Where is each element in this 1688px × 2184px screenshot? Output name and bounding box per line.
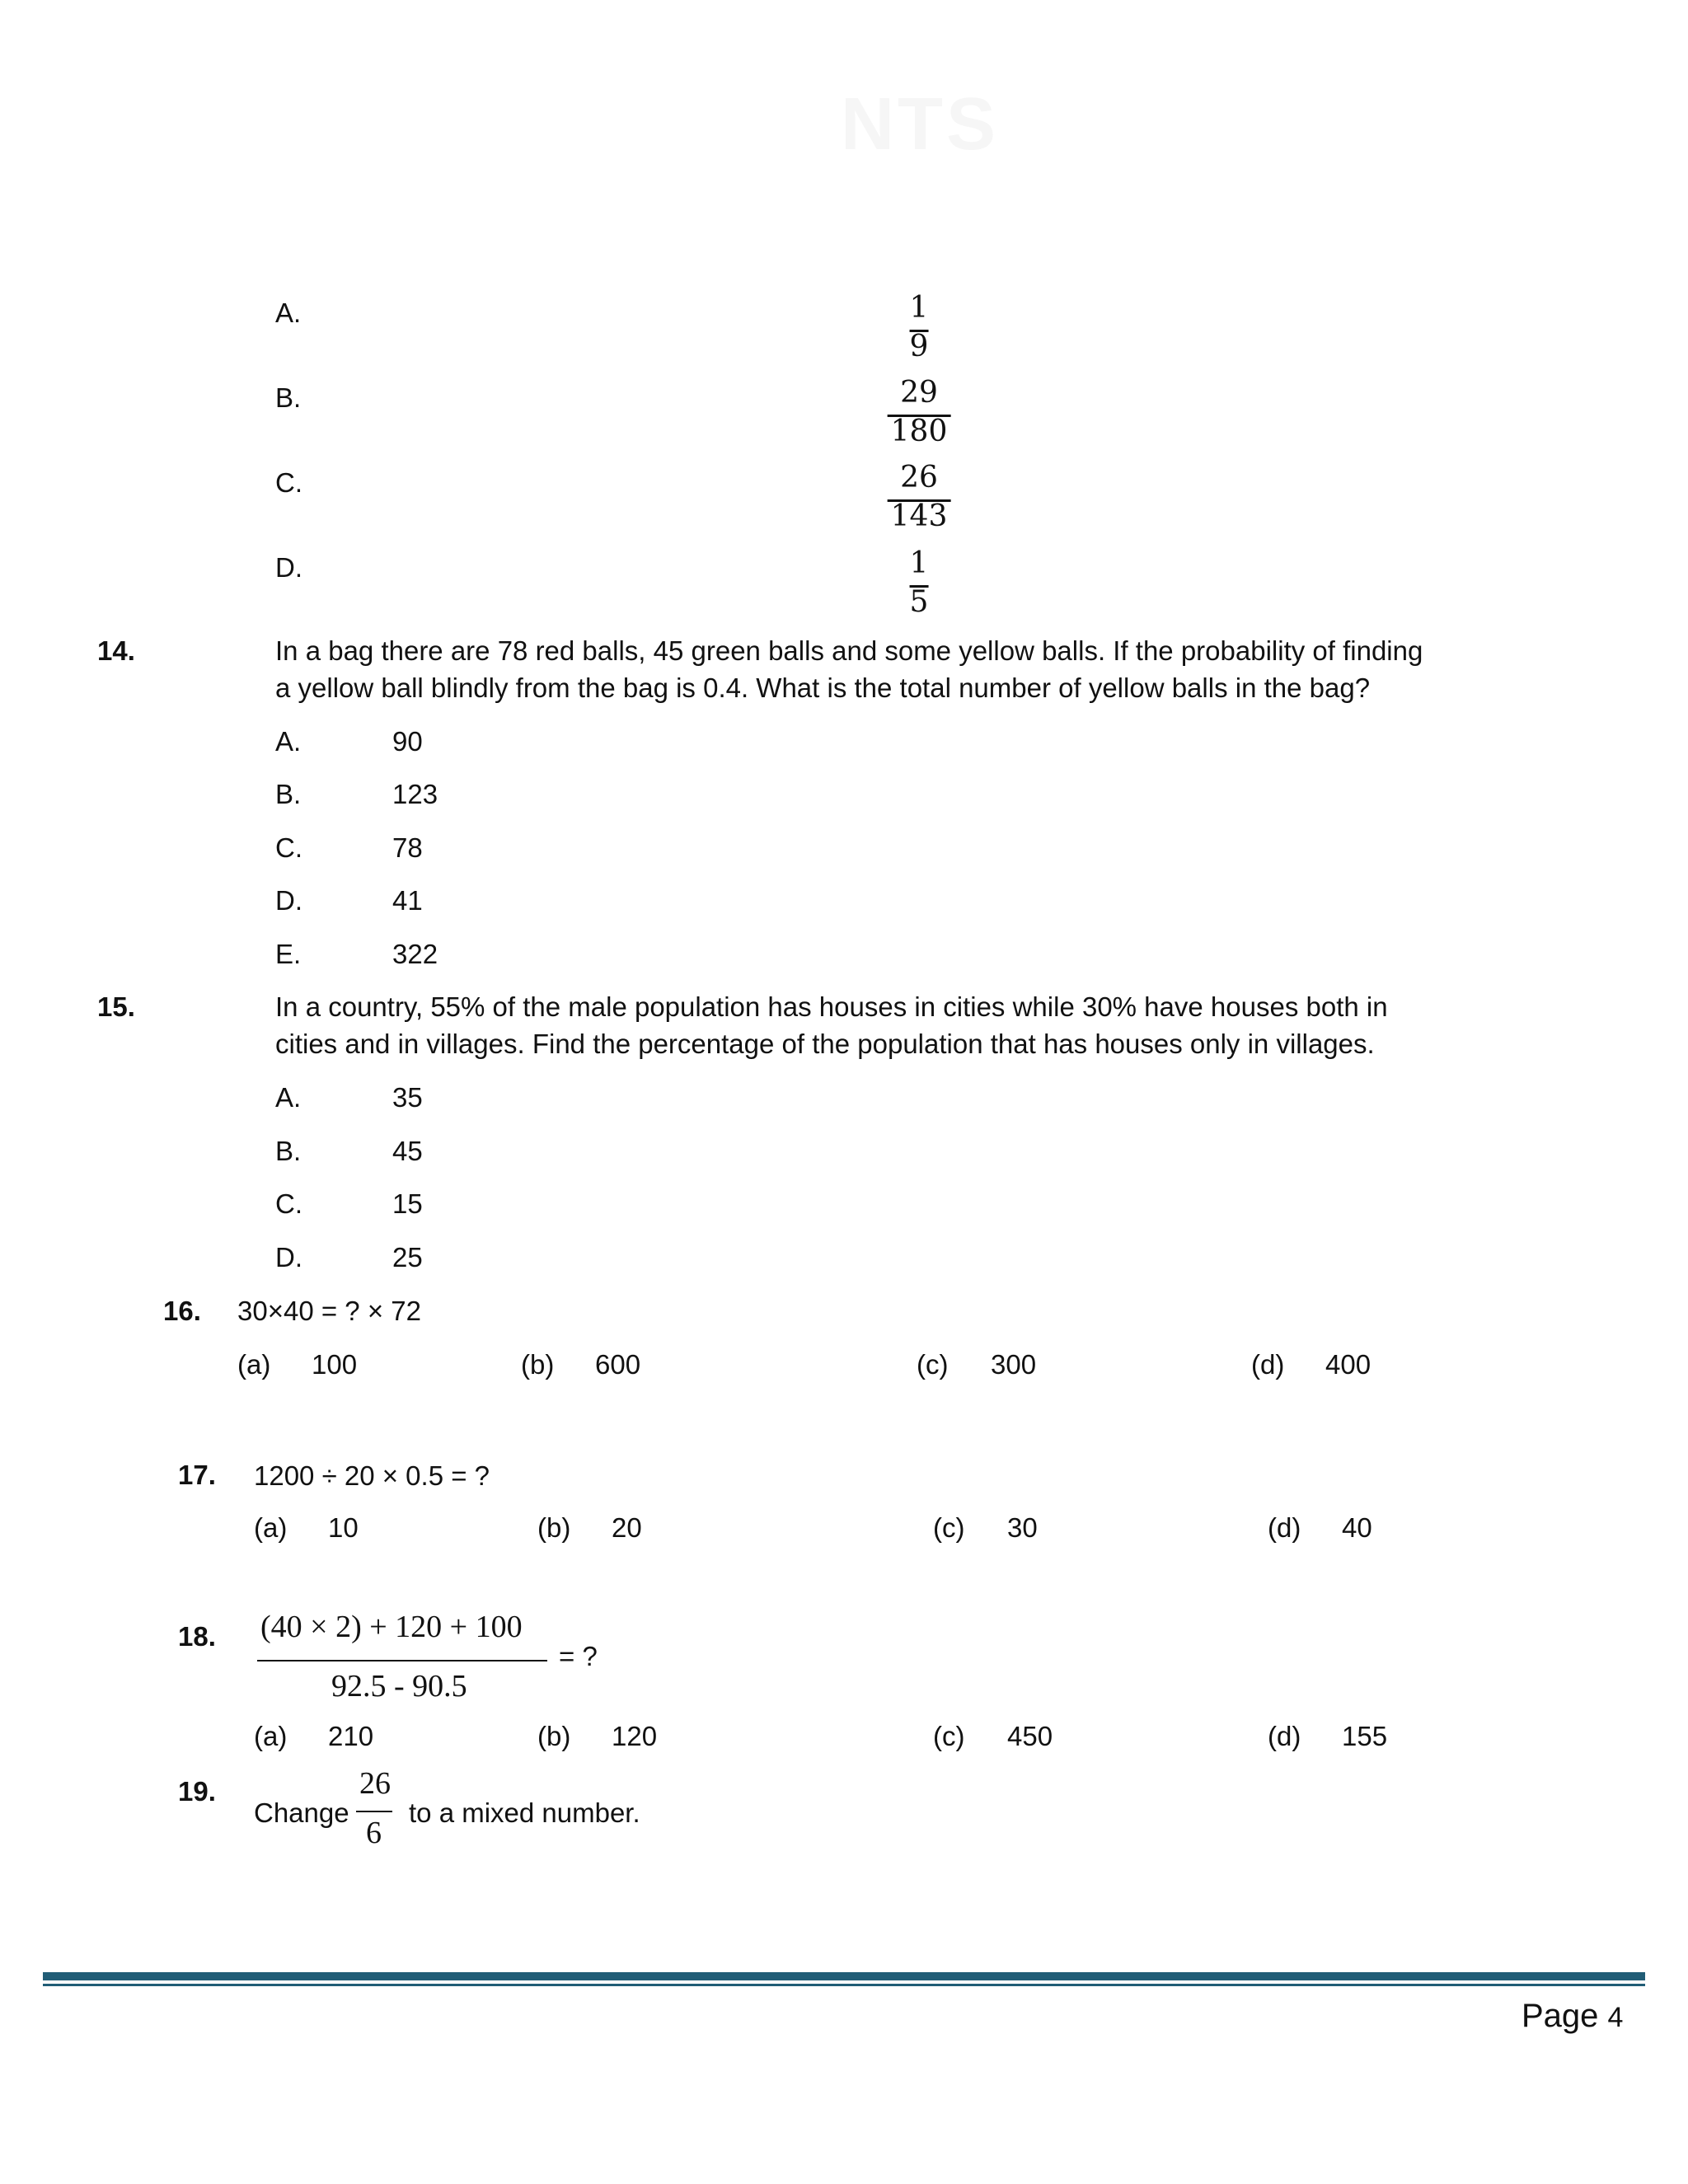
q13-option-c-fraction [891, 460, 948, 535]
option-value: 100 [312, 1349, 358, 1380]
option-letter: (b) [537, 1721, 571, 1751]
option-value: 25 [392, 1242, 423, 1272]
question-suffix: to a mixed number. [409, 1797, 640, 1828]
option-letter: D. [275, 885, 302, 916]
option-value: 120 [612, 1721, 658, 1751]
option-letter: (c) [917, 1349, 949, 1380]
option-letter: (c) [933, 1721, 965, 1751]
page-number [1522, 1996, 1623, 2037]
question-number: 15. [97, 991, 135, 1022]
option-value: 322 [392, 939, 438, 969]
fraction-bar [356, 1811, 392, 1812]
question-text: 30×40 = ? × 72 [237, 1296, 421, 1326]
option-value: 20 [612, 1512, 642, 1543]
question-number: 17. [178, 1460, 216, 1490]
q13-option-d-denominator: 5 [909, 585, 929, 619]
question-text-line-2: cities and in villages. Find the percentage of the population that has houses only in villages. [275, 1029, 1375, 1059]
option-value: 600 [595, 1349, 641, 1380]
option-value: 300 [991, 1349, 1037, 1380]
fraction-numerator: 26 [359, 1766, 391, 1801]
option-letter: D. [275, 1242, 302, 1272]
question-number: 14. [97, 635, 135, 666]
option-value: 210 [328, 1721, 374, 1751]
q13-option-c-letter: C. [275, 467, 302, 498]
footer-rule-thick [43, 1972, 1645, 1980]
q13-option-a-fraction [910, 290, 929, 365]
option-letter: (c) [933, 1512, 965, 1543]
option-value: 123 [392, 779, 438, 809]
expression-fraction-bar [257, 1660, 547, 1661]
option-letter: (d) [1251, 1349, 1285, 1380]
q13-option-b-denominator: 180 [890, 415, 948, 448]
q13-option-b-letter: B. [275, 382, 302, 413]
option-letter: B. [275, 779, 302, 809]
q13-option-d-numerator: 1 [909, 546, 929, 580]
expression-denominator: 92.5 - 90.5 [331, 1669, 467, 1704]
option-letter: (d) [1268, 1512, 1301, 1543]
option-letter: A. [275, 1082, 302, 1113]
header-watermark: NTS [841, 83, 999, 166]
option-value: 450 [1007, 1721, 1053, 1751]
q13-option-c-numerator: 26 [900, 461, 938, 494]
question-prefix: Change [254, 1797, 349, 1828]
option-letter: C. [275, 832, 302, 863]
q13-option-a-letter: A. [275, 298, 302, 328]
q13-option-c-denominator: 143 [890, 499, 948, 533]
option-value: 90 [392, 726, 423, 757]
expression-numerator: (40 × 2) + 120 + 100 [260, 1610, 523, 1644]
question-text-line-1: In a country, 55% of the male population has houses in cities while 30% have houses both in [275, 991, 1388, 1022]
question-text-line-2: a yellow ball blindly from the bag is 0.4. What is the total number of yellow balls in the bag? [275, 673, 1371, 703]
question-number: 18. [178, 1621, 216, 1652]
option-value: 40 [1342, 1512, 1372, 1543]
option-value: 15 [392, 1188, 423, 1219]
page-label: Page [1522, 1998, 1599, 2034]
option-value: 30 [1007, 1512, 1038, 1543]
option-letter: (d) [1268, 1721, 1301, 1751]
q13-option-b-numerator: 29 [900, 376, 938, 410]
q13-option-d-fraction [910, 546, 929, 621]
q13-option-a-denominator: 9 [909, 330, 929, 363]
option-letter: (a) [237, 1349, 271, 1380]
question-number: 16. [163, 1296, 201, 1326]
option-value: 155 [1342, 1721, 1388, 1751]
option-value: 35 [392, 1082, 423, 1113]
question-number: 19. [178, 1776, 216, 1807]
question-text: 1200 ÷ 20 × 0.5 = ? [254, 1460, 490, 1491]
page-number-value: 4 [1607, 2002, 1624, 2033]
option-value: 45 [392, 1136, 423, 1166]
option-letter: E. [275, 939, 302, 969]
option-value: 41 [392, 885, 423, 916]
footer-rule-thin [43, 1984, 1645, 1986]
option-letter: A. [275, 726, 302, 757]
expression-suffix: = ? [559, 1641, 598, 1671]
option-letter: (a) [254, 1721, 288, 1751]
option-letter: (b) [537, 1512, 571, 1543]
option-letter: C. [275, 1188, 302, 1219]
q13-option-b-fraction [891, 375, 948, 450]
q13-option-d-letter: D. [275, 552, 302, 583]
option-value: 10 [328, 1512, 359, 1543]
option-letter: (a) [254, 1512, 288, 1543]
fraction-denominator: 6 [366, 1816, 382, 1850]
option-value: 78 [392, 832, 423, 863]
option-value: 400 [1325, 1349, 1372, 1380]
option-letter: (b) [521, 1349, 555, 1380]
option-letter: B. [275, 1136, 302, 1166]
q13-option-a-numerator: 1 [909, 291, 929, 325]
question-text-line-1: In a bag there are 78 red balls, 45 green balls and some yellow balls. If the probability of finding [275, 635, 1423, 666]
